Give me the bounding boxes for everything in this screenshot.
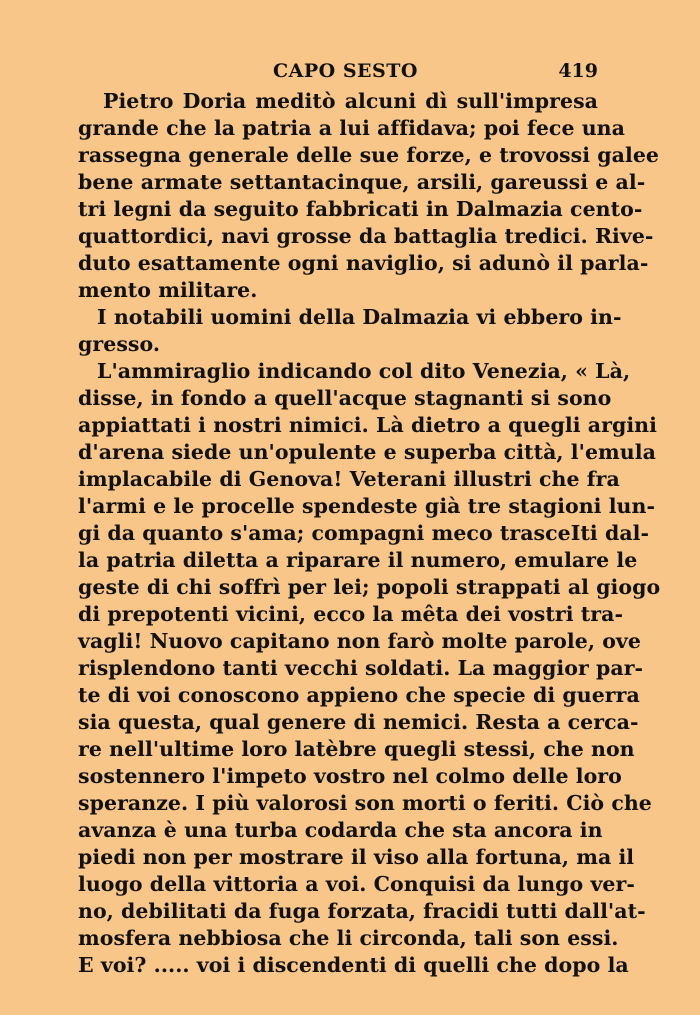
text-line: gresso. [78, 332, 161, 356]
text-line: I notabili uomini della Dalmazia vi ebbero in- [97, 305, 622, 329]
running-title: CAPO SESTO [273, 60, 418, 82]
text-line: avanza è una turba codarda che sta ancora in [78, 818, 603, 842]
text-line: luogo della vittoria a voi. Conquisi da lungo ver- [78, 872, 635, 896]
text-line: di prepotenti vicini, ecco la mêta dei vostri tra- [78, 602, 624, 626]
text-line: re nell'ultime loro latèbre quegli stessi, che non [78, 737, 635, 761]
text-line: mento militare. [78, 278, 258, 302]
text-line: disse, in fondo a quell'acque stagnanti si sono [78, 386, 612, 410]
text-line: te di voi conoscono appieno che specie di guerra [78, 683, 640, 707]
text-line: speranze. I più valorosi son morti o feriti. Ciò che [78, 791, 652, 815]
text-line: piedi non per mostrare il viso alla fortuna, ma il [78, 845, 635, 869]
text-line: bene armate settantacinque, arsili, gareussi e al- [78, 170, 646, 194]
text-line: rassegna generale delle sue forze, e trovossi galee [78, 143, 660, 167]
text-line: appiattati i nostri nimici. Là dietro a quegli argini [78, 413, 657, 437]
text-line: implacabile di Genova! Veterani illustri che fra [78, 467, 620, 491]
text-line: risplendono tanti vecchi soldati. La maggior par- [78, 656, 644, 680]
text-line: l'armi e le procelle spendeste già tre stagioni lun- [78, 494, 655, 518]
text-line: gi da quanto s'ama; compagni meco trasceIti dal- [78, 521, 650, 545]
text-line: no, debilitati da fuga forzata, fracidi tutti dall'at- [78, 899, 646, 923]
text-line: tri legni da seguito fabbricati in Dalmazia cento- [78, 197, 643, 221]
page-number: 419 [558, 60, 598, 82]
text-line: sostennero l'impeto vostro nel colmo delle loro [78, 764, 622, 788]
text-line: sia questa, qual genere di nemici. Resta a cerca- [78, 710, 639, 734]
text-line: L'ammiraglio indicando col dito Venezia, « Là, [97, 359, 631, 383]
text-line: mosfera nebbiosa che li circonda, tali son essi. [78, 926, 619, 950]
text-line: duto esattamente ogni naviglio, si adunò il parla- [78, 251, 649, 275]
page-header [78, 60, 598, 86]
text-line: vagli! Nuovo capitano non farò molte parole, ove [78, 629, 641, 653]
text-line: grande che la patria a lui affidava; poi fece una [78, 116, 625, 140]
body-text [78, 88, 661, 979]
text-line: geste di chi soffrì per lei; popoli strappati al giogo [78, 575, 661, 599]
text-line: E voi? ..... voi i discendenti di quelli che dopo la [78, 953, 629, 977]
text-line: Pietro Doria meditò alcuni dì sull'impresa [103, 89, 598, 113]
text-line: d'arena siede un'opulente e superba città, l'emula [78, 440, 656, 464]
text-line: quattordici, navi grosse da battaglia tredici. Rive- [78, 224, 654, 248]
text-line: la patria diletta a riparare il numero, emulare le [78, 548, 638, 572]
